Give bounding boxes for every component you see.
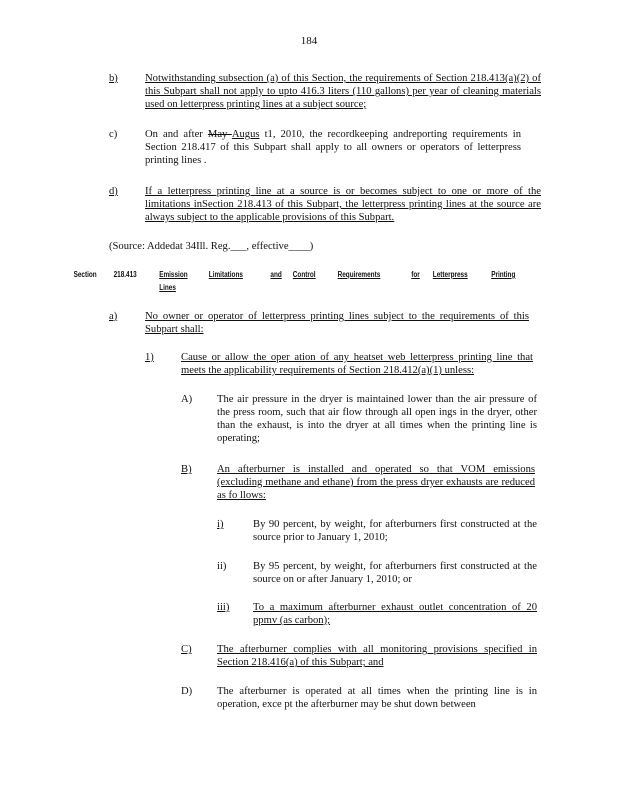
para-1-label: 1) — [145, 352, 154, 363]
para-a-text: No owner or operator of letterpress printing lines subject to the requirements of this Subpart shall: — [145, 311, 529, 335]
para-B-text: An afterburner is installed and operated so that VOM emissions (excluding methane and ethane) from the press dryer exhausts are reduced as fo llows: — [217, 464, 535, 501]
heading-word: Printing — [491, 270, 516, 279]
section-c-text-pre: On and after — [145, 129, 208, 140]
section-heading — [0, 268, 516, 296]
para-iii-label: iii) — [217, 602, 230, 613]
para-i-label: i) — [217, 519, 224, 530]
heading-word: for — [411, 270, 420, 279]
heading-word: Emission — [159, 270, 188, 279]
para-a-label: a) — [109, 311, 118, 322]
section-c-text — [145, 128, 521, 167]
page-number: 184 — [300, 35, 318, 47]
section-c-label: c) — [109, 129, 118, 140]
heading-section-number: 218.413 — [113, 270, 137, 279]
section-c-inserted: Augus — [231, 129, 260, 140]
para-D-text: The afterburner is operated at all times when the printing line is in operation, exce pt the afterburner may be shut down between — [217, 686, 537, 710]
para-B-label: B) — [181, 464, 192, 475]
para-D-label: D) — [181, 686, 193, 697]
heading-section-word: Section — [73, 270, 97, 279]
para-C-label: C) — [181, 644, 192, 655]
para-ii-label: ii) — [217, 561, 227, 572]
section-b-text: Notwithstanding subsection (a) of this Section, the requirements of Section 218.413(a)(2) of this Subpart shall not apply to upto 416.3 liters (110 gallons) per year of cleaning materials used on letterpress printing lines at a subject source; — [145, 73, 541, 110]
heading-word: Letterpress — [432, 270, 468, 279]
section-b-label: b) — [109, 73, 118, 84]
heading-continuation: Lines — [159, 283, 176, 292]
para-1-text: Cause or allow the oper ation of any heatset web letterpress printing line that meets the applicability requirements of Section 218.412(a)(1) unless: — [181, 352, 533, 376]
section-c-struck: May — [207, 129, 232, 140]
source-note: (Source: Addedat 34Ill. Reg.___, effective____) — [109, 241, 314, 252]
para-C-text: The afterburner complies with all monitoring provisions specified in Section 218.416(a) of this Subpart; and — [217, 644, 537, 668]
para-A-text: The air pressure in the dryer is maintained lower than the air pressure of the press room, such that air flow through all open ings in the dryer, other than the exhaust, is into the dryer at all times when the printing line is operating; — [217, 394, 537, 444]
para-iii-text: To a maximum afterburner exhaust outlet concentration of 20 ppmv (as carbon); — [253, 602, 537, 626]
section-d-text: If a letterpress printing line at a source is or becomes subject to one or more of the limitations inSection 218.413 of this Subpart, the letterpress printing lines at the source are always subject to the applicable provisions of this Subpart. — [145, 186, 541, 223]
heading-word: and — [270, 270, 282, 279]
heading-word: Limitations — [208, 270, 243, 279]
section-c-text-post: t1, 2010, the recordkeeping andreporting requirements in Section 218.417 of this Subpart shall apply to all owners or operators of letterpress printing lines . — [145, 129, 522, 166]
para-i-text: By 90 percent, by weight, for afterburners first constructed at the source prior to January 1, 2010; — [253, 519, 537, 543]
heading-word: Control — [292, 270, 316, 279]
para-ii-text: By 95 percent, by weight, for afterburners first constructed at the source on or after January 1, 2010; or — [253, 561, 537, 585]
heading-word: Requirements — [337, 270, 381, 279]
section-d-label: d) — [109, 186, 118, 197]
para-A-label: A) — [181, 394, 193, 405]
